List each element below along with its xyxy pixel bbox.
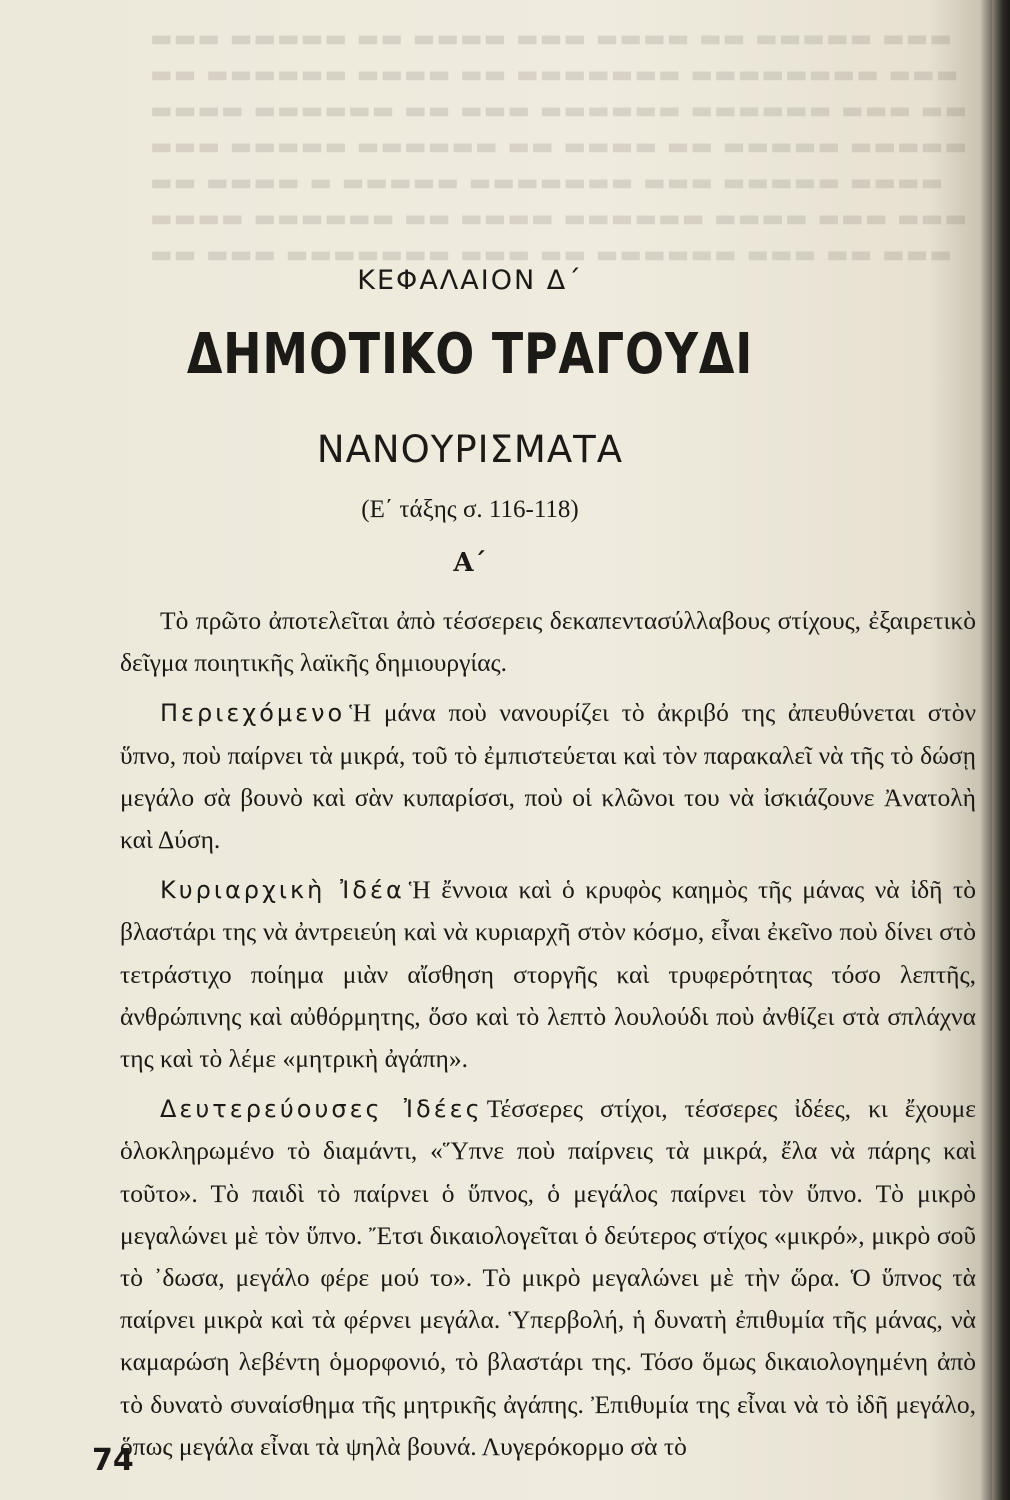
book-binding-edge <box>992 0 1010 1500</box>
body-text <box>120 600 976 1468</box>
paragraph-secondary-ideas <box>120 1088 976 1468</box>
chapter-heading: ΚΕΦΑΛΑΙΟΝ Δ΄ <box>357 265 583 296</box>
paragraph-text: Ἡ ἔννοια καὶ ὁ κρυφὸς καημὸς τῆς μάνας νὰ ἰδῆ τὸ βλαστάρι της νὰ ἀντρειεύη καὶ νὰ κυριαρχῆ στὸν κόσμο, εἶναι ἐκεῖνο ποὺ δίνει στὸ τετράστιχο ποίημα μιὰν αἴσθηση στοργῆς καὶ τρυφερότητας τόσο λεπτῆς, ἀνθρώπινης καὶ αὐθόρμητης, ὅσο καὶ τὸ λεπτὸ λουλούδι ποὺ ἀνθίζει στὰ σπλάχνα της καὶ τὸ λέμε «μητρικὴ ἀγάπη». <box>120 875 976 1074</box>
page-title: ΔΗΜΟΤΙΚΟ ΤΡΑΓΟΥΔΙ <box>186 322 754 387</box>
paragraph-heading: Περιεχόμενο <box>160 699 346 728</box>
paragraph-text: Ἡ μάνα ποὺ νανουρίζει τὸ ἀκριβό της ἀπευθύνεται στὸν ὕπνο, ποὺ παίρνει τὰ μικρά, τοῦ τὸ ἐμπιστεύεται καὶ τὸν παρακαλεῖ νὰ τῆς τὸ δώσῃ μεγάλο σὰ βουνὸ καὶ σὰν κυπαρίσσι, ποὺ οἱ κλῶνοι του νὰ ἰσκιάζουνε Ἀνατολὴ καὶ Δύση. <box>120 698 976 855</box>
show-through-text: ▬▬▬ ▬▬▬▬▬ ▬▬ ▬▬▬▬ ▬▬▬ ▬▬▬▬ ▬▬ ▬▬▬▬▬ ▬▬▬ ▬▬ ▬▬▬▬▬▬ ▬▬▬▬ ▬▬ ▬▬▬▬▬▬▬ ▬▬▬▬▬▬▬▬ ▬▬▬ ▬▬▬▬ ▬▬▬▬▬▬ ▬▬ ▬▬▬ ▬▬▬▬▬▬ ▬▬▬▬▬▬ ▬▬▬ ▬▬ ▬▬▬ ▬▬▬▬▬ ▬▬▬▬▬▬ ▬▬ ▬▬▬▬ ▬▬ ▬▬▬▬▬ ▬▬▬▬▬ ▬▬ ▬▬▬▬ ▬ ▬▬▬▬▬ ▬▬▬▬▬▬▬ ▬▬▬ ▬▬▬▬▬ ▬▬▬▬ ▬▬▬▬ ▬▬▬▬▬▬ ▬▬ ▬▬▬▬ ▬▬▬▬▬▬ ▬▬▬▬ ▬▬▬ ▬▬▬ ▬▬ ▬▬▬ ▬▬▬▬▬▬▬ ▬▬▬ ▬▬ ▬▬▬▬▬▬ ▬▬▬ ▬▬ ▬▬▬ <box>150 24 969 268</box>
paragraph-text: Τὸ πρῶτο ἀποτελεῖται ἀπὸ τέσσερεις δεκαπεντασύλλαβους στίχους, ἐξαιρετικὸ δεῖγμα ποιητικῆς λαϊκῆς δημιουργίας. <box>120 606 976 678</box>
paragraph-main-idea <box>120 869 976 1080</box>
class-reference: (Ε΄ τάξης σ. 116-118) <box>361 496 579 523</box>
paragraph-content <box>120 692 976 861</box>
page-subtitle: ΝΑΝΟΥΡΙΣΜΑΤΑ <box>316 428 624 471</box>
paragraph-heading: Κυριαρχικὴ Ἰδέα <box>160 876 405 905</box>
paragraph-heading: Δευτερεύουσες Ἰδέες <box>160 1095 483 1124</box>
paragraph-text: Τέσσερες στίχοι, τέσσερες ἰδέες, κι ἔχουμε ὁλοκληρωμένο τὸ διαμάντι, «Ὕπνε ποὺ παίρνεις τὰ μικρά, ἔλα νὰ πάρης καὶ τοῦτο». Τὸ παιδὶ τὸ παίρνει ὁ ὕπνος, ὁ μεγάλος παίρνει τὸν ὕπνο. Τὸ μικρὸ μεγαλώνει μὲ τὸν ὕπνο. Ἔτσι δικαιολογεῖται ὁ δεύτερος στίχος «μικρό», μικρὸ σοῦ τὸ ᾽δωσα, μεγάλο φέρε μού το». Τὸ μικρὸ μεγαλώνει μὲ τὴν ὥρα. Ὁ ὕπνος τὰ παίρνει μικρὰ καὶ τὰ φέρνει μεγάλα. Ὑπερβολή, ἡ δυνατὴ ἐπιθυμία τῆς μάνας, νὰ καμαρώση λεβέντη ὁμορφονιό, τὸ βλαστάρι της. Τόσο ὅμως δικαιολογημένη ἀπὸ τὸ δυνατὸ συναίσθημα τῆς μητρικῆς ἀγάπης. Ἐπιθυμία της εἶναι νὰ τὸ ἰδῆ μεγάλο, ὅπως μεγάλα εἶναι τὰ ψηλὰ βουνά. Λυγερόκορμο σὰ τὸ <box>120 1094 977 1461</box>
section-marker: Α΄ <box>453 548 487 578</box>
paragraph-intro <box>120 600 976 684</box>
page-number: 74 <box>92 1443 134 1478</box>
